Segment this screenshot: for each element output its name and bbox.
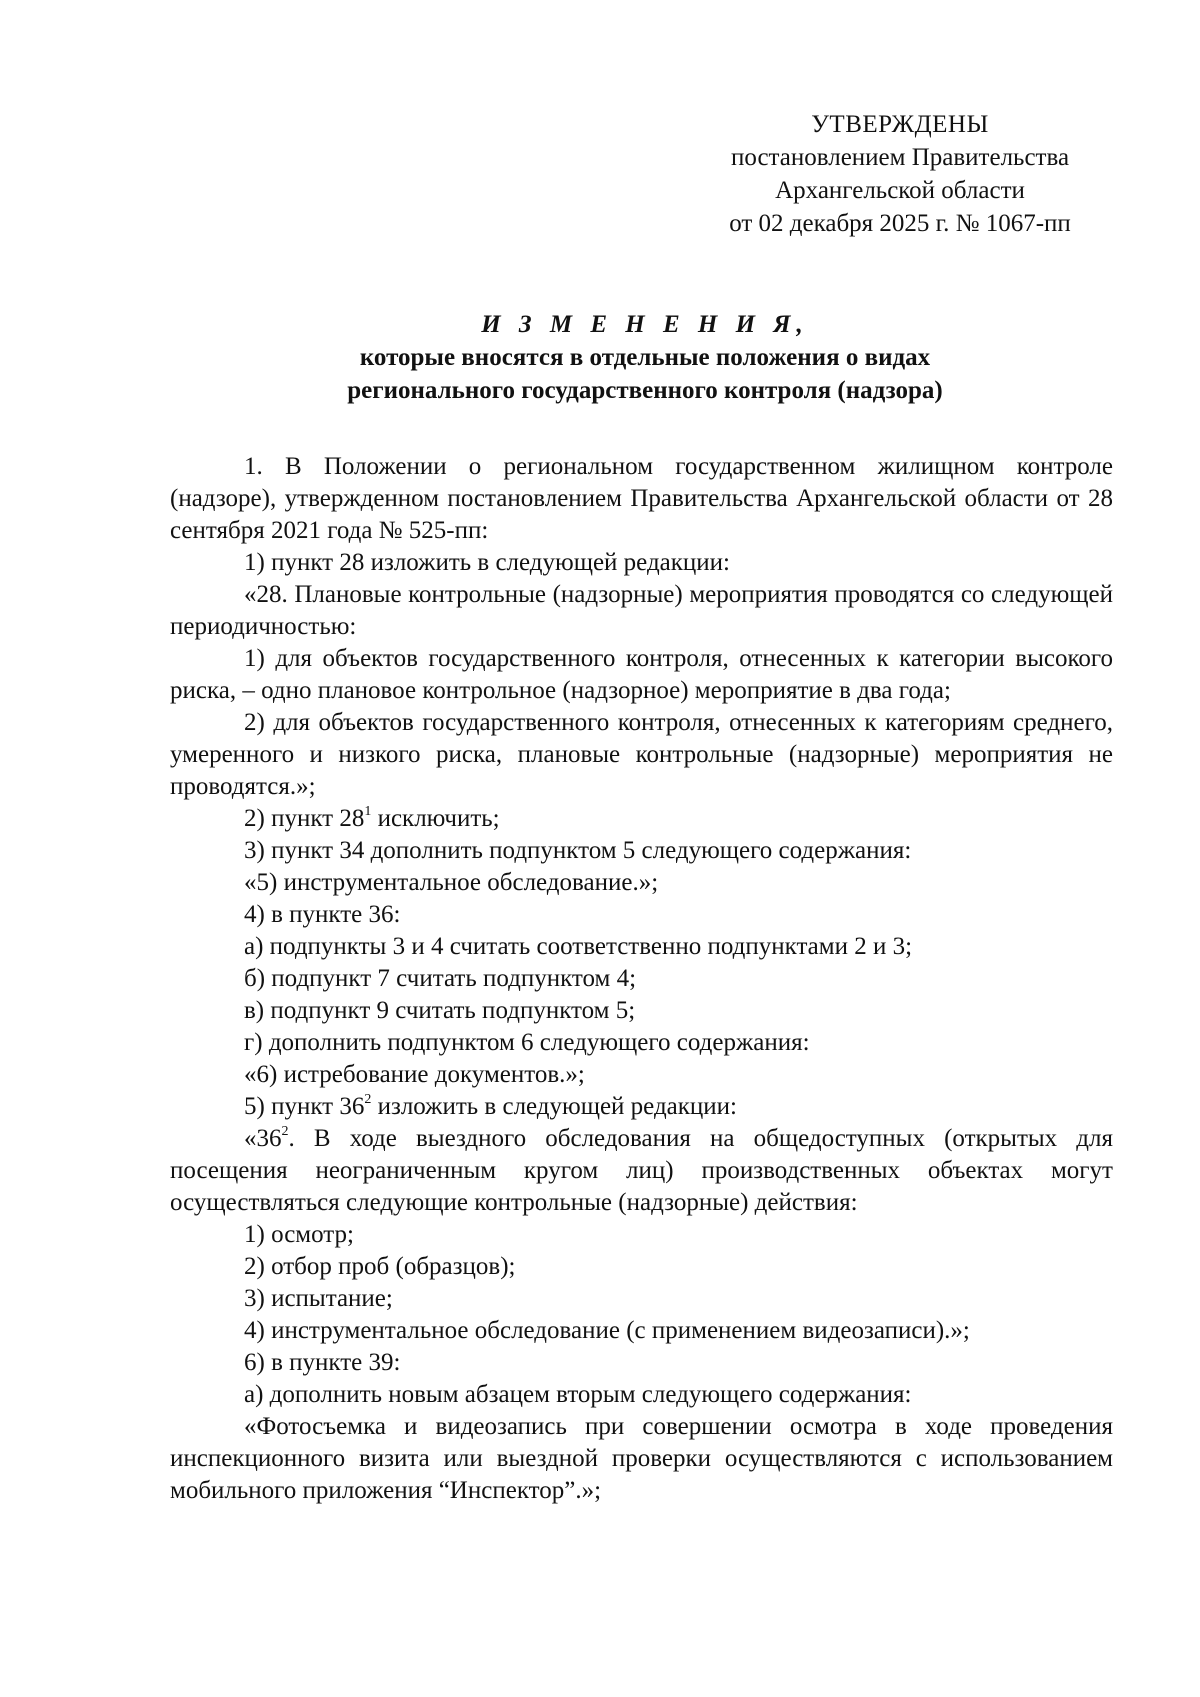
paragraph-12: в) подпункт 9 считать подпунктом 5; [244,997,636,1024]
document-heading [170,308,1120,407]
paragraph-1: 1. В Положении о региональном государственном жилищном контроле (надзоре), утвержденном постановлением Правительства Архангельской области от 28 сентября 2021 года № 525-пп: [170,453,1113,544]
document-title: И З М Е Н Е Н И Я, [481,311,809,338]
paragraph-11: б) подпункт 7 считать подпунктом 4; [244,965,637,992]
paragraph-14: «6) истребование документов.»; [244,1061,585,1088]
paragraph-4: 1) для объектов государственного контроля, отнесенных к категории высокого риска, – одно плановое контрольное (надзорное) мероприятие в два года; [170,645,1113,704]
approval-stamp [690,108,1110,240]
paragraph-5: 2) для объектов государственного контроля, отнесенных к категориям среднего, умеренного и низкого риска, плановые контрольные (надзорные) мероприятия не проводятся.»; [170,709,1113,800]
approval-line-date-number: от 02 декабря 2025 г. № 1067-пп [729,210,1071,237]
paragraph-16-text-b: . В ходе выездного обследования на общедоступных (открытых для посещения неограниченным кругом лиц) производственных объектах могут осуществляться следующие контрольные (надзорные) действия: [170,1125,1113,1216]
paragraph-15-text-a: 5) пункт 36 [244,1093,365,1120]
paragraph-16 [170,1123,1113,1219]
paragraph-9: 4) в пункте 36: [244,901,401,928]
paragraph-19: 3) испытание; [244,1285,393,1312]
paragraph-15-superscript: 2 [364,1091,372,1107]
approval-line-decree: постановлением Правительства [730,144,1070,171]
paragraph-6-text-b: исключить; [371,805,500,832]
paragraph-21: 6) в пункте 39: [244,1349,401,1376]
paragraph-3: «28. Плановые контрольные (надзорные) мероприятия проводятся со следующей периодичностью: [170,581,1113,640]
document-subtitle-line-1: которые вносятся в отдельные положения о видах [359,344,931,371]
paragraph-23: «Фотосъемка и видеозапись при совершении осмотра в ходе проведения инспекционного визита или выездной проверки осуществляются с использованием мобильного приложения “Инспектор”.»; [170,1413,1113,1504]
paragraph-16-superscript: 2 [281,1123,289,1139]
paragraph-17: 1) осмотр; [244,1221,354,1248]
paragraph-6 [170,803,1113,835]
paragraph-10: а) подпункты 3 и 4 считать соответственно подпунктами 2 и 3; [244,933,913,960]
paragraph-7: 3) пункт 34 дополнить подпунктом 5 следующего содержания: [244,837,912,864]
paragraph-2: 1) пункт 28 изложить в следующей редакции: [244,549,730,576]
paragraph-8: «5) инструментальное обследование.»; [244,869,659,896]
paragraph-22: а) дополнить новым абзацем вторым следующего содержания: [244,1381,912,1408]
paragraph-15-text-b: изложить в следующей редакции: [371,1093,737,1120]
paragraph-6-text-a: 2) пункт 28 [244,805,365,832]
document-subtitle-line-2: регионального государственного контроля (надзора) [347,377,943,404]
paragraph-13: г) дополнить подпунктом 6 следующего содержания: [244,1029,810,1056]
document-body [170,451,1113,1507]
paragraph-16-text-a: «36 [244,1125,282,1152]
paragraph-18: 2) отбор проб (образцов); [244,1253,516,1280]
paragraph-15 [170,1091,1113,1123]
approval-line-approved: УТВЕРЖДЕНЫ [811,111,989,138]
approval-line-region: Архангельской области [775,177,1025,204]
paragraph-6-superscript: 1 [364,803,372,819]
paragraph-20: 4) инструментальное обследование (с применением видеозаписи).»; [244,1317,970,1344]
